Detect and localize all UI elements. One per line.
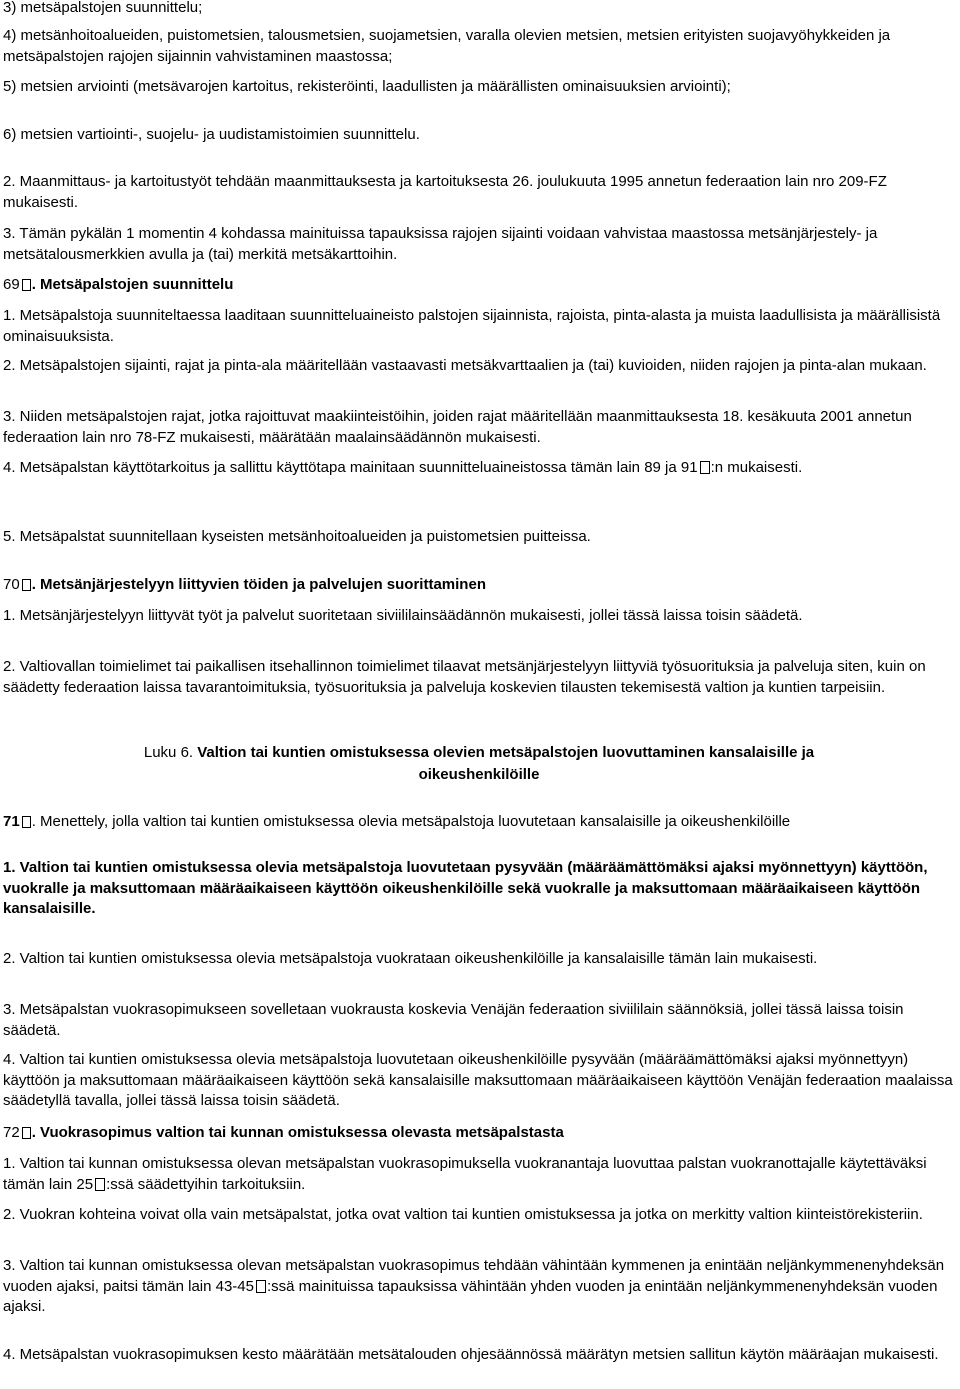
section-number: 71 [3,813,20,830]
section-sign-icon [95,1178,105,1191]
paragraph-69-4 [3,458,955,479]
section-sign-icon [256,1280,266,1293]
paragraph-69-5: 5. Metsäpalstat suunnitellaan kyseisten metsänhoitoalueiden ja puistometsien puitteissa. [3,528,591,545]
list-item-6: 6) metsien vartiointi-, suojelu- ja uudistamistoimien suunnittelu. [3,126,420,143]
chapter-title: Valtion tai kuntien omistuksessa olevien metsäpalstojen luovuttaminen kansalaisille ja [197,744,815,761]
section-title: . Menettely, jolla valtion tai kuntien omistuksessa olevia metsäpalstoja luovutetaan kansalaisille ja oikeushenkilöille [31,813,791,830]
paragraph-text: :n mukaisesti. [710,459,803,476]
chapter-title-line-2: oikeushenkilöille [418,765,540,783]
paragraph-69-1: 1. Metsäpalstoja suunniteltaessa laaditaan suunnitteluaineisto palstojen sijainnista, rajoista, pinta-alasta ja muista laadullisista ja määrällisistä ominaisuuksista. [3,307,941,345]
section-heading-69 [3,275,955,296]
section-title: . Metsäpalstojen suunnittelu [31,276,234,293]
paragraph-72-2: 2. Vuokran kohteina voivat olla vain metsäpalstat, jotka ovat valtion tai kuntien omistuksessa ja jotka on merkitty valtion kiinteistörekisteriin. [3,1206,923,1223]
section-heading-72 [3,1123,955,1144]
paragraph-68-3: 3. Tämän pykälän 1 momentin 4 kohdassa mainituissa tapauksissa rajojen sijainti voidaan vahvistaa maastossa metsänjärjestely- ja metsätalousmerkkien avulla ja (tai) merkitä metsäkarttoihin. [3,225,878,263]
section-sign-icon [22,279,31,291]
section-number: 70 [3,576,20,593]
list-item-4: 4) metsänhoitoalueiden, puistometsien, talousmetsien, suojametsien, varalla olevien metsien, metsien erityisten suojavyöhykkeiden ja metsäpalstojen rajojen sijainnin vahvistaminen maastossa; [3,27,891,65]
paragraph-71-1: 1. Valtion tai kuntien omistuksessa olevia metsäpalstoja luovutetaan pysyvään (määräämättömäksi ajaksi myönnettyyn) käyttöön, vuokralle ja maksuttomaan määräaikaiseen käyttöön oikeushenkilöille sekä vuokralle ja maksuttomaan määräaikaiseen käyttöön kansalaisille. [3,859,928,917]
section-heading-71 [3,812,955,833]
paragraph-72-4: 4. Metsäpalstan vuokrasopimuksen kesto määrätään metsätalouden ohjesäännössä määrätyn metsien sallitun käytön määräajan mukaisesti. [3,1346,939,1363]
paragraph-text: :ssä mainituissa tapauksissa vähintään yhden vuoden ja enintään neljänkymmenenyhdeksän vuoden ajaksi. [3,1277,938,1315]
paragraph-71-3: 3. Metsäpalstan vuokrasopimukseen sovelletaan vuokrausta koskevia Venäjän federaation siviililain säännöksiä, jollei tässä laissa toisin säädetä. [3,1001,904,1039]
paragraph-text: 4. Metsäpalstan käyttötarkoitus ja sallittu käyttötapa mainitaan suunnitteluaineistossa tämän lain 89 ja 91 [3,459,698,476]
section-sign-icon [22,816,31,828]
section-number: 72 [3,1124,20,1141]
section-title: . Vuokrasopimus valtion tai kunnan omistuksessa olevasta metsäpalstasta [31,1124,564,1141]
section-sign-icon [22,579,31,591]
paragraph-text: :ssä säädettyihin tarkoituksiin. [106,1175,306,1193]
section-number: 69 [3,276,20,293]
section-sign-icon [700,461,710,474]
section-title: . Metsänjärjestelyyn liittyvien töiden ja palvelujen suorittaminen [31,576,486,593]
chapter-label: Luku 6. [143,744,198,761]
paragraph-text: 3. Valtion tai kunnan omistuksessa olevan metsäpalstan vuokrasopimus tehdään vähintään kymmenen ja enintään neljänkymmenenyhdeksän vuoden ajaksi, paitsi tämän lain 43-45 [3,1257,945,1295]
section-heading-70 [3,575,955,596]
list-item-5: 5) metsien arviointi (metsävarojen kartoitus, rekisteröinti, laadullisten ja määrällisten ominaisuuksien arviointi); [3,78,731,95]
paragraph-72-3 [3,1256,955,1318]
paragraph-71-2: 2. Valtion tai kuntien omistuksessa olevia metsäpalstoja vuokrataan oikeushenkilöille ja kansalaisille tämän lain mukaisesti. [3,950,818,967]
paragraph-72-1 [3,1154,955,1195]
paragraph-69-2: 2. Metsäpalstojen sijainti, rajat ja pinta-ala määritellään vastaavasti metsäkvarttaalien ja (tai) kuvioiden, niiden rajojen ja pinta-alan mukaan. [3,357,927,374]
paragraph-71-4: 4. Valtion tai kuntien omistuksessa olevia metsäpalstoja luovutetaan oikeushenkilöille pysyvään (määräämättömäksi ajaksi myönnettyyn) käyttöön ja maksuttomaan määräaikaiseen käyttöön sekä kansalaisille maksuttomaan määräaikaiseen käyttöön Venäjän federaation maalaissa säädetyllä tavalla, jollei tässä laissa toisin säädetä. [3,1051,953,1109]
paragraph-69-3: 3. Niiden metsäpalstojen rajat, jotka rajoittuvat maakiinteistöihin, joiden rajat määritellään maanmittauksesta 18. kesäkuuta 2001 annetun federaation lain nro 78-FZ mukaisesti, määrätään maalainsäädännön mukaisesti. [3,408,912,446]
paragraph-70-1: 1. Metsänjärjestelyyn liittyvät työt ja palvelut suoritetaan siviililainsäädännön mukaisesti, jollei tässä laissa toisin säädetä. [3,607,803,624]
paragraph-text: 1. Valtion tai kunnan omistuksessa olevan metsäpalstan vuokrasopimuksella vuokranantaja luovuttaa palstan vuokranottajalle käytettäväksi tämän lain 25 [3,1155,927,1193]
chapter-heading [3,743,955,785]
list-item-3: 3) metsäpalstojen suunnittelu; [3,0,203,16]
paragraph-70-2: 2. Valtiovallan toimielimet tai paikallisen itsehallinnon toimielimet tilaavat metsänjärjestelyyn liittyviä työsuorituksia ja palveluja siten, kuin on säädetty federaation laissa tavarantoimituksia, työsuorituksia ja palveluja koskevien tilausten tekemisestä valtion ja kuntien tarpeisiin. [3,658,926,696]
chapter-title-line-1 [3,743,955,764]
paragraph-68-2: 2. Maanmittaus- ja kartoitustyöt tehdään maanmittauksesta ja kartoituksesta 26. joulukuuta 1995 annetun federaation lain nro 209-FZ mukaisesti. [3,173,887,211]
section-sign-icon [22,1127,31,1139]
